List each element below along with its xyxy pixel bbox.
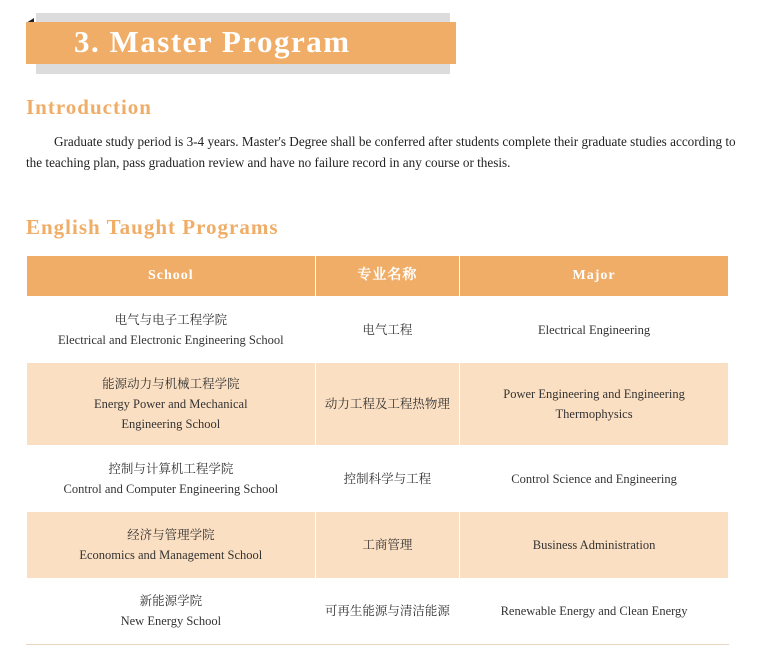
school-cell	[27, 512, 316, 578]
major-en: Control Science and Engineering	[511, 471, 677, 486]
school-en: Economics and Management School	[79, 548, 263, 562]
table-row	[27, 296, 729, 363]
school-en: Control and Computer Engineering School	[63, 481, 279, 496]
school-en: Energy Power and Mechanical Engineering School	[94, 397, 248, 431]
major-cell	[460, 445, 729, 512]
major-cn-cell: 控制科学与工程	[315, 445, 459, 512]
intro-heading: Introduction	[26, 95, 152, 119]
school-cell	[27, 445, 316, 512]
intro-paragraph: Graduate study period is 3-4 years. Master's Degree shall be conferred after students complete their graduate studies according to the teaching plan, pass graduation review and have no failure record in any course or thesis.	[26, 134, 736, 170]
school-en: Electrical and Electronic Engineering School	[58, 332, 284, 347]
major-cn-cell: 可再生能源与清洁能源	[315, 578, 459, 644]
major-cell	[460, 512, 729, 578]
col-school: School	[27, 256, 316, 296]
col-major: Major	[460, 256, 729, 296]
school-en: New Energy School	[120, 613, 222, 628]
section-title-banner	[26, 22, 456, 64]
school-cell	[27, 578, 316, 644]
major-en: Electrical Engineering	[538, 322, 651, 337]
table-row	[27, 445, 729, 512]
major-cell	[460, 578, 729, 644]
major-cn-cell: 动力工程及工程热物理	[315, 363, 459, 445]
school-cn: 能源动力与机械工程学院	[102, 377, 240, 391]
major-en: Renewable Energy and Clean Energy	[500, 603, 688, 618]
major-cn-cell: 工商管理	[315, 512, 459, 578]
school-cell	[27, 363, 316, 445]
major-en: Business Administration	[532, 538, 656, 552]
table-row	[27, 363, 729, 445]
school-cn: 控制与计算机工程学院	[108, 461, 234, 476]
table-row	[27, 578, 729, 644]
school-cn: 新能源学院	[139, 593, 203, 608]
section-title: 3. Master Program	[74, 24, 351, 59]
table-row	[27, 512, 729, 578]
table-header	[27, 256, 729, 296]
major-cell	[460, 363, 729, 445]
programs-heading: English Taught Programs	[26, 215, 279, 239]
school-cell	[27, 296, 316, 363]
major-cn-cell: 电气工程	[315, 296, 459, 363]
school-cn: 电气与电子工程学院	[114, 312, 228, 327]
col-major-cn: 专业名称	[315, 256, 459, 296]
major-cell	[460, 296, 729, 363]
school-cn: 经济与管理学院	[127, 528, 215, 542]
programs-table	[26, 256, 729, 645]
major-en: Power Engineering and Engineering Thermophysics	[503, 387, 685, 421]
